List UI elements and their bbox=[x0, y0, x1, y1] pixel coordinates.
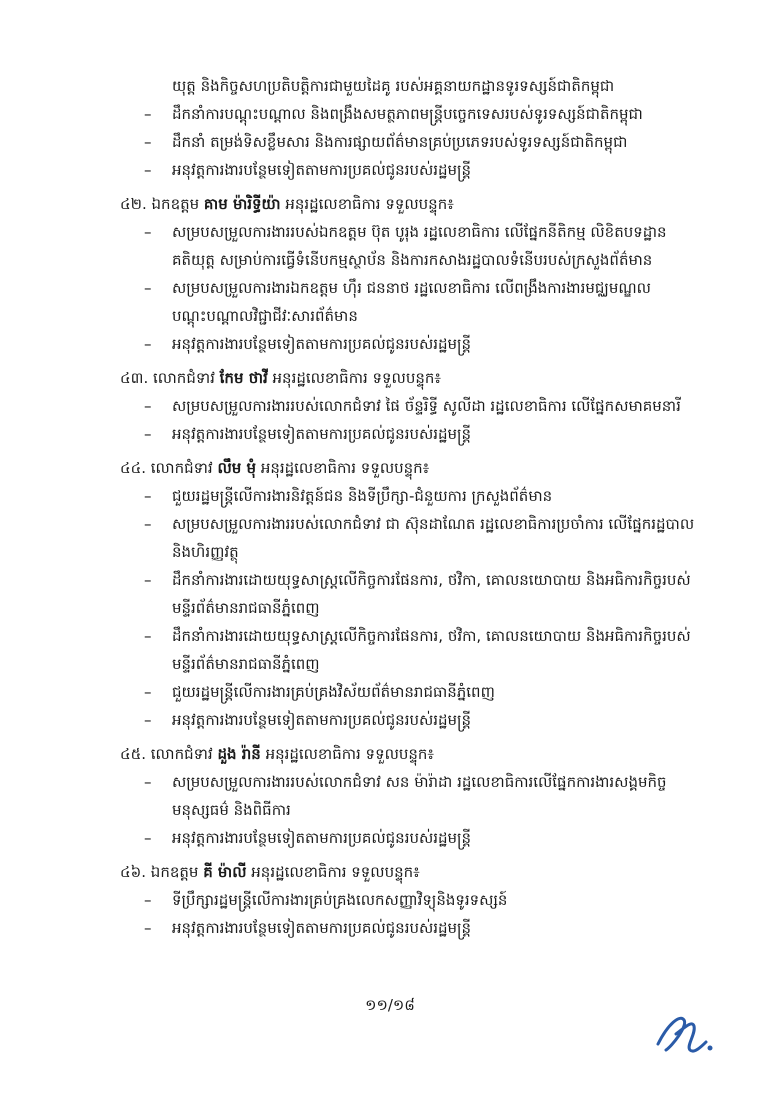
heading-title: ឯកឧត្តម bbox=[150, 863, 199, 881]
list-item bbox=[0, 218, 780, 246]
list-item bbox=[0, 330, 780, 358]
bullet-dash-icon: – bbox=[144, 919, 152, 937]
list-item-text: អនុវត្តការងារបន្ថែមទៀតតាមការប្រគល់ជូនរបស់រដ្ឋមន្ត្រី bbox=[172, 829, 472, 847]
list-item-text: សម្របសម្រួលការងាររបស់ឯកឧត្តម ប៊ុត បូរុង រដ្ឋលេខាធិការ លើផ្នែកនីតិកម្ម លិខិតបទដ្ឋាន bbox=[172, 223, 667, 241]
section-heading bbox=[0, 858, 780, 886]
list-item-text: សម្របសម្រួលការងាររបស់លោកជំទាវ ផៃ ច័ន្ទរិទ្ធី សូលីដា រដ្ឋលេខាធិការ លើផ្នែកសមាគមនារី bbox=[172, 397, 681, 415]
heading-title: ឯកឧត្តម bbox=[151, 195, 200, 213]
bullet-dash-icon: – bbox=[144, 891, 152, 909]
list-item-text: អនុវត្តការងារបន្ថែមទៀតតាមការប្រគល់ជូនរបស់រដ្ឋមន្ត្រី bbox=[172, 161, 472, 179]
list-item bbox=[0, 706, 780, 734]
page-number: ១១/១៨ bbox=[365, 996, 415, 1014]
list-item-text: ជួយរដ្ឋមន្ត្រីលើការងារនិវត្តន៍ជន និងទីប្រឹក្សា-ជំនួយការ ក្រសួងព័ត៌មាន bbox=[172, 487, 553, 505]
document-body bbox=[0, 72, 780, 942]
list-item-text: អនុវត្តការងារបន្ថែមទៀតតាមការប្រគល់ជូនរបស់រដ្ឋមន្ត្រី bbox=[172, 335, 472, 353]
heading-role: អនុរដ្ឋលេខាធិការ ទទួលបន្ទុក៖ bbox=[260, 459, 430, 477]
section-heading bbox=[0, 190, 780, 218]
list-item bbox=[0, 274, 780, 302]
heading-name: គី ម៉ាលី bbox=[203, 863, 247, 881]
bullet-dash-icon: – bbox=[144, 571, 152, 589]
bullet-dash-icon: – bbox=[144, 133, 152, 151]
signature-mark bbox=[650, 1006, 720, 1056]
bullet-dash-icon: – bbox=[144, 711, 152, 729]
bullet-dash-icon: – bbox=[144, 683, 152, 701]
bullet-dash-icon: – bbox=[144, 397, 152, 415]
list-item bbox=[0, 156, 780, 184]
list-item-text: អនុវត្តការងារបន្ថែមទៀតតាមការប្រគល់ជូនរបស់រដ្ឋមន្ត្រី bbox=[172, 425, 472, 443]
list-item-text: ដឹកនាំការងារដោយយុទ្ធសាស្ត្រលើកិច្ចការផែនការ, ថវិកា, គោលនយោបាយ និងអធិការកិច្ចរបស់ bbox=[172, 627, 691, 645]
list-item bbox=[0, 392, 780, 420]
bullet-dash-icon: – bbox=[144, 773, 152, 791]
section-heading bbox=[0, 740, 780, 768]
list-item bbox=[0, 510, 780, 538]
list-item-text: ទីប្រឹក្សារដ្ឋមន្ត្រីលើការងារគ្រប់គ្រងលេកសញ្ញាវិទ្យុនិងទូរទស្សន៍ bbox=[172, 891, 508, 909]
list-item bbox=[0, 824, 780, 852]
heading-title: លោកជំទាវ bbox=[150, 745, 213, 763]
list-item bbox=[0, 128, 780, 156]
heading-role: អនុរដ្ឋលេខាធិការ ទទួលបន្ទុក៖ bbox=[251, 863, 420, 881]
list-item-continuation: បណ្តុះបណ្តាលវិជ្ជាជីវៈសារព័ត៌មាន bbox=[172, 307, 358, 325]
list-item-continuation: មន្ទីរព័ត៌មានរាជធានីភ្នំពេញ bbox=[172, 599, 320, 617]
list-item-text: ដឹកនាំការបណ្តុះបណ្តាល និងពង្រឹងសមត្ថភាពមន្ត្រីបច្ចេកទេសរបស់ទូរទស្សន៍ជាតិកម្ពុជា bbox=[172, 105, 643, 123]
list-item bbox=[0, 482, 780, 510]
list-item-text: សម្របសម្រួលការងាររបស់លោកជំទាវ ជា ស៊ុនដាណែត រដ្ឋលេខាធិការប្រចាំការ លើផ្នែករដ្ឋបាល bbox=[172, 515, 695, 533]
list-item bbox=[0, 566, 780, 594]
list-item-text: អនុវត្តការងារបន្ថែមទៀតតាមការប្រគល់ជូនរបស់រដ្ឋមន្ត្រី bbox=[172, 919, 472, 937]
bullet-dash-icon: – bbox=[144, 335, 152, 353]
list-item-text: សម្របសម្រួលការងាររបស់លោកជំទាវ សន ម៉ារ៉ាដា រដ្ឋលេខាធិការលើផ្នែកការងារសង្គមកិច្ច bbox=[172, 773, 667, 791]
heading-role: អនុរដ្ឋលេខាធិការ ទទួលបន្ទុក៖ bbox=[272, 369, 441, 387]
bullet-dash-icon: – bbox=[144, 487, 152, 505]
list-item bbox=[0, 768, 780, 796]
section-heading bbox=[0, 364, 780, 392]
list-item bbox=[0, 914, 780, 942]
heading-title: លោកជំទាវ bbox=[150, 459, 213, 477]
heading-role: អនុរដ្ឋលេខាធិការ ទទួលបន្ទុក៖ bbox=[265, 745, 435, 763]
heading-name: កែម ថាវី bbox=[219, 369, 268, 387]
heading-name: គាម ម៉ារិទ្ធីយ៉ា bbox=[203, 195, 281, 213]
list-item-continuation: គតិយុត្ត សម្រាប់ការធ្វើទំនើបកម្មស្ថាប័ន និងការកសាងរដ្ឋបាលទំនើបរបស់ក្រសួងព័ត៌មាន bbox=[172, 251, 653, 269]
list-item-text: ដឹកនាំ តម្រង់ទិសខ្លឹមសារ និងការផ្សាយព័ត៌មានគ្រប់ប្រភេទរបស់ទូរទស្សន៍ជាតិកម្ពុជា bbox=[172, 133, 628, 151]
list-item-text: ដឹកនាំការងារដោយយុទ្ធសាស្ត្រលើកិច្ចការផែនការ, ថវិកា, គោលនយោបាយ និងអធិការកិច្ចរបស់ bbox=[172, 571, 691, 589]
section-heading bbox=[0, 454, 780, 482]
heading-number: ៤៣. bbox=[120, 369, 149, 387]
list-item-continuation: មនុស្សធម៌ និងពិធីការ bbox=[172, 801, 291, 819]
list-item-text: សម្របសម្រួលការងារឯកឧត្តម ហ៊ឹរ ជននាថ រដ្ឋលេខាធិការ លើពង្រឹងការងារមជ្ឈមណ្ឌល bbox=[172, 279, 651, 297]
bullet-dash-icon: – bbox=[144, 161, 152, 179]
heading-title: លោកជំទាវ bbox=[153, 369, 215, 387]
bullet-dash-icon: – bbox=[144, 515, 152, 533]
list-item bbox=[0, 622, 780, 650]
heading-number: ៤៤. bbox=[120, 459, 147, 477]
bullet-dash-icon: – bbox=[144, 829, 152, 847]
heading-number: ៤៥. bbox=[120, 745, 147, 763]
heading-name: ដួង រ៉ានី bbox=[217, 745, 261, 763]
list-item bbox=[0, 678, 780, 706]
list-item-text: អនុវត្តការងារបន្ថែមទៀតតាមការប្រគល់ជូនរបស់រដ្ឋមន្ត្រី bbox=[172, 711, 472, 729]
heading-number: ៤២. bbox=[120, 195, 147, 213]
list-item bbox=[0, 420, 780, 448]
list-item-continuation: និងហិរញ្ញវត្ថុ bbox=[172, 543, 239, 561]
bullet-dash-icon: – bbox=[144, 627, 152, 645]
list-item-continuation: យុត្ត និងកិច្ចសហប្រតិបត្តិការជាមួយដៃគូ របស់អគ្គនាយកដ្ឋានទូរទស្សន៍ជាតិកម្ពុជា bbox=[172, 77, 615, 95]
list-item bbox=[0, 886, 780, 914]
bullet-dash-icon: – bbox=[144, 279, 152, 297]
heading-name: លឹម មុំ bbox=[217, 459, 257, 477]
bullet-dash-icon: – bbox=[144, 223, 152, 241]
bullet-dash-icon: – bbox=[144, 105, 152, 123]
bullet-dash-icon: – bbox=[144, 425, 152, 443]
list-item bbox=[0, 100, 780, 128]
heading-number: ៤៦. bbox=[120, 863, 147, 881]
heading-role: អនុរដ្ឋលេខាធិការ ទទួលបន្ទុក៖ bbox=[285, 195, 454, 213]
list-item-text: ជួយរដ្ឋមន្ត្រីលើការងារគ្រប់គ្រងវិស័យព័ត៌មានរាជធានីភ្នំពេញ bbox=[172, 683, 495, 701]
list-item-continuation: មន្ទីរព័ត៌មានរាជធានីភ្នំពេញ bbox=[172, 655, 320, 673]
